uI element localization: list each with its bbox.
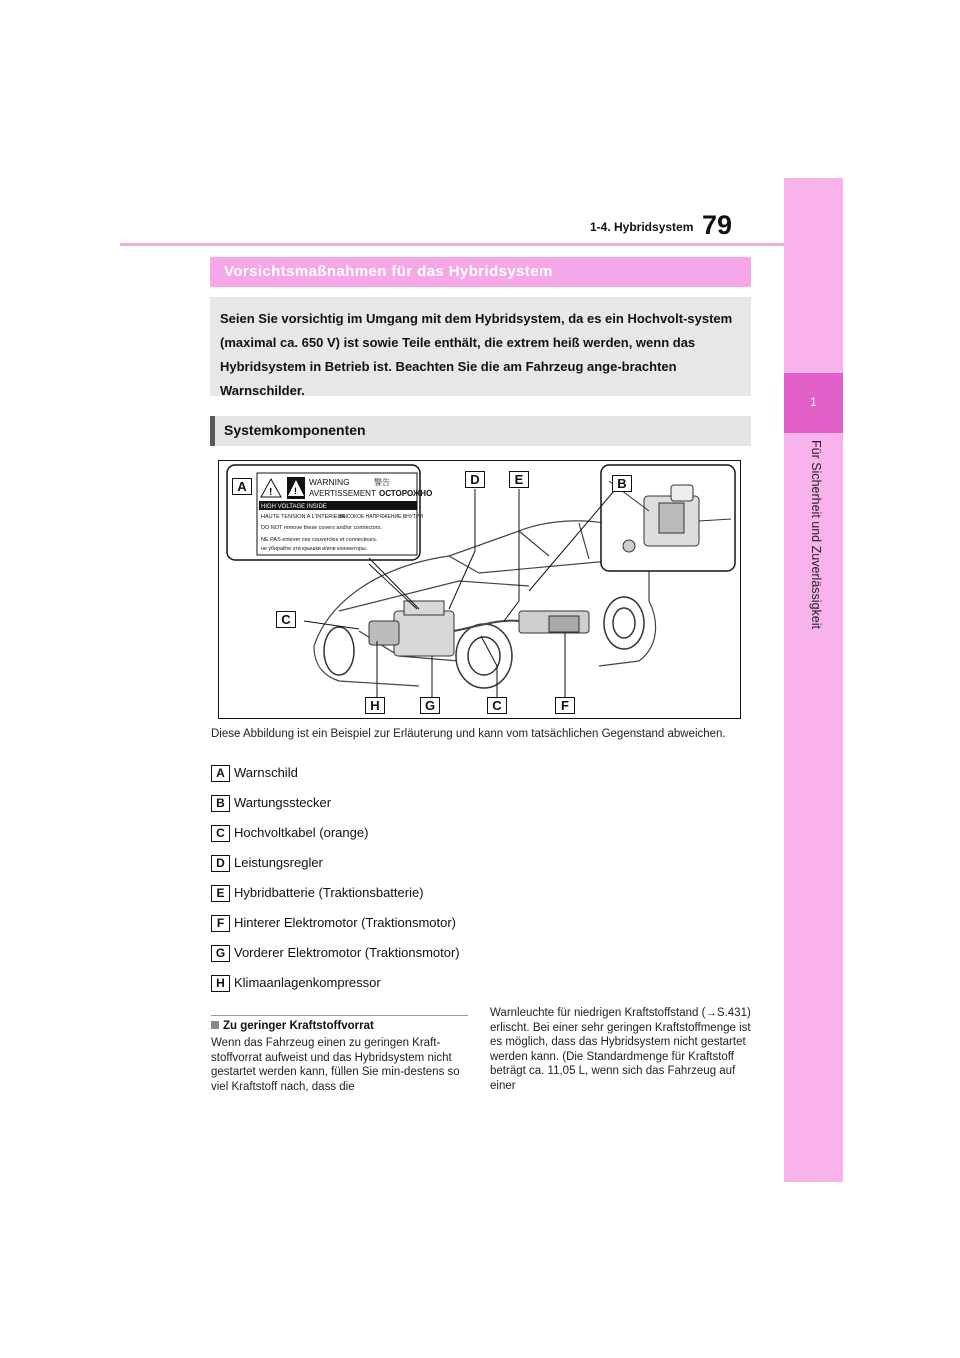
figure-label-c-bottom: C: [487, 697, 507, 714]
legend-badge: F: [211, 915, 230, 932]
figure-label-a: A: [232, 478, 252, 495]
legend-badge: C: [211, 825, 230, 842]
figure-label-h: H: [365, 697, 385, 714]
legend-badge: G: [211, 945, 230, 962]
legend-badge: H: [211, 975, 230, 992]
figure-caption: Diese Abbildung ist ein Beispiel zur Erläuterung und kann vom tatsächlichen Gegenstand abweichen.: [211, 728, 726, 740]
legend-text: Hochvoltkabel (orange): [234, 825, 369, 840]
legend-badge: D: [211, 855, 230, 872]
chapter-side-tab: [784, 178, 843, 1182]
notice-box: [210, 297, 751, 396]
heading-system-components-text: Systemkomponenten: [224, 422, 366, 438]
warning-label-line4: HAUTE TENSION A L'INTERIEUR: [261, 514, 346, 520]
svg-text:!: !: [294, 486, 297, 496]
legend-item: [211, 851, 611, 871]
legend-badge: B: [211, 795, 230, 812]
figure-label-d: D: [465, 471, 485, 488]
section-divider: [211, 1015, 468, 1016]
legend-item: [211, 911, 611, 931]
warning-label-line1: WARNING: [309, 477, 350, 487]
chapter-title: Für Sicherheit und Zuverlässigkeit: [809, 440, 823, 629]
legend-text: Hybridbatterie (Traktionsbatterie): [234, 885, 424, 900]
svg-text:!: !: [269, 487, 273, 498]
figure-label-f: F: [555, 697, 575, 714]
figure-label-b: B: [612, 475, 632, 492]
vehicle-illustration: [219, 461, 741, 719]
legend-item: [211, 971, 611, 991]
figure-label-e: E: [509, 471, 529, 488]
chapter-number: 1: [810, 395, 817, 409]
legend-item: [211, 761, 611, 781]
legend-text: Warnschild: [234, 765, 298, 780]
page-number: 79: [702, 210, 733, 240]
notice-text: Seien Sie vorsichtig im Umgang mit dem Hybridsystem, da es ein Hochvolt-system (maximal ca. 650 V) ist sowie Teile enthält, die extrem heiß werden, wenn das Hybridsystem in Betrieb ist. Beachten Sie die am Fahrzeug ange-brachten Warnschilder.: [220, 311, 733, 398]
warning-label-line3: HIGH VOLTAGE INSIDE: [261, 504, 327, 510]
bullet-square-icon: [211, 1021, 219, 1029]
warning-label-line2: AVERTISSEMENT: [309, 489, 376, 498]
legend-text: Leistungsregler: [234, 855, 323, 870]
fuel-text-right: Warnleuchte für niedrigen Kraftstoffstand (→S.431) erlischt. Bei einer sehr geringen Kraftstoffmenge ist es möglich, dass das Hybridsystem nicht gestartet werden kann. (Die Standardmenge für Kraftstoff beträgt ca. 11,05 L, wenn sich das Fahrzeug auf einer: [490, 1007, 751, 1092]
warning-label-line2-ru: ОСТОРОЖНО: [379, 489, 433, 498]
heading-system-components: [210, 416, 751, 446]
header-divider: [120, 243, 784, 246]
fuel-subheading-text: Zu geringer Kraftstoffvorrat: [223, 1020, 374, 1032]
legend-item: [211, 791, 611, 811]
heading-hybrid-precautions-text: Vorsichtsmaßnahmen für das Hybridsystem: [224, 263, 553, 280]
fuel-subheading: [211, 1020, 374, 1032]
legend-badge: A: [211, 765, 230, 782]
warning-label-line4-ru: ВЫСОКОЕ НАПРЯЖЕНИЕ ВНУТРИ: [339, 514, 423, 520]
legend-text: Wartungsstecker: [234, 795, 332, 810]
legend-item: [211, 821, 611, 841]
legend-text: Vorderer Elektromotor (Traktionsmotor): [234, 945, 460, 960]
figure-label-c-left: C: [276, 611, 296, 628]
legend-text: Klimaanlagenkompressor: [234, 975, 381, 990]
warning-label-line1-jp: 警告: [374, 478, 390, 487]
legend-text: Hinterer Elektromotor (Traktionsmotor): [234, 915, 457, 930]
system-components-figure: [218, 460, 741, 719]
warning-label-line6: NE PAS enlever ces couvercles et connecteurs.: [261, 537, 378, 543]
warning-label-line7: не убирайте эти крышки и/или коннекторы.: [261, 546, 368, 552]
legend-item: [211, 881, 611, 901]
legend-badge: E: [211, 885, 230, 902]
fuel-text-left: Wenn das Fahrzeug einen zu geringen Kraft-stoffvorrat aufweist und das Hybridsystem nicht gestartet werden kann, füllen Sie min-destens so viel Kraftstoff nach, dass die: [211, 1037, 460, 1093]
heading-hybrid-precautions: [210, 257, 751, 287]
figure-label-g: G: [420, 697, 440, 714]
warning-label-line5: DO NOT remove these covers and/or connectors.: [261, 525, 382, 531]
legend-item: [211, 941, 611, 961]
section-title: 1-4. Hybridsystem: [590, 220, 694, 234]
